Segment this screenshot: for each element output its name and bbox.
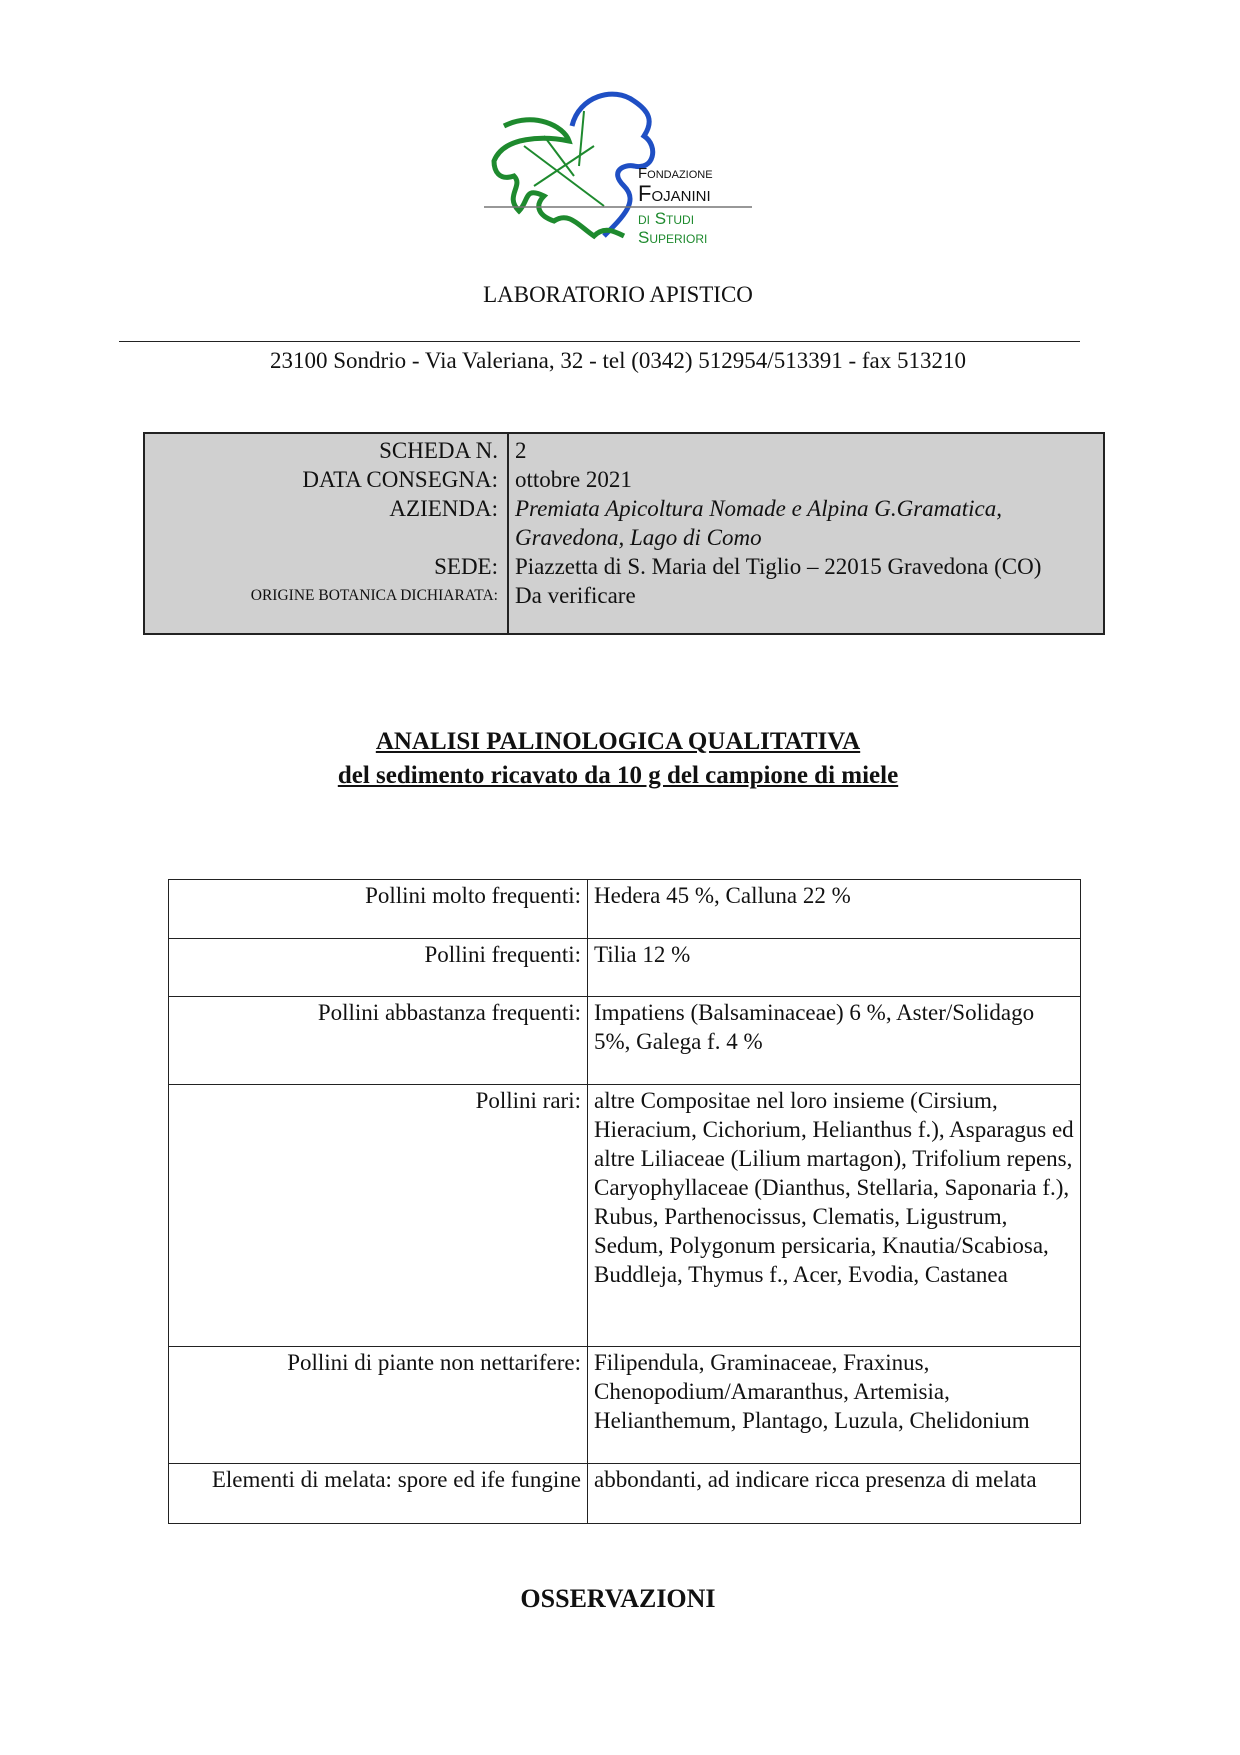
row-label: Pollini rari: xyxy=(169,1085,588,1347)
azienda-label: AZIENDA: xyxy=(389,496,498,521)
pollen-table xyxy=(168,879,1081,1524)
scheda-label: SCHEDA N. xyxy=(379,438,498,463)
sede-label: SEDE: xyxy=(434,554,498,579)
logo-text-studi: di Studi xyxy=(638,209,695,228)
table-row xyxy=(169,1085,1081,1347)
analysis-subtitle: del sedimento ricavato da 10 g del campione di miele xyxy=(337,762,899,789)
sample-info-box xyxy=(143,432,1105,635)
table-row xyxy=(169,997,1081,1085)
table-row xyxy=(169,1347,1081,1464)
row-value: altre Compositae nel loro insieme (Cirsium, Hieracium, Cichorium, Helianthus f.), Asparagus ed altre Liliaceae (Lilium martagon), Trifolium repens, Caryophyllaceae (Dianthus, Stellaria, Saponaria f.), Rubus, Parthenocissus, Clematis, Ligustrum, Sedum, Polygonum persicaria, Knautia/Scabiosa, Buddleja, Thymus f., Acer, Evodia, Castanea xyxy=(588,1085,1081,1347)
lab-name: LABORATORIO APISTICO xyxy=(483,282,753,307)
row-label: Elementi di melata: spore ed ife fungine xyxy=(169,1464,588,1524)
row-label: Pollini di piante non nettarifere: xyxy=(169,1347,588,1464)
table-row xyxy=(169,880,1081,939)
sede-value: Piazzetta di S. Maria del Tiglio – 22015 Gravedona (CO) xyxy=(515,554,1042,579)
observations-title: OSSERVAZIONI xyxy=(520,1584,716,1613)
analysis-title: ANALISI PALINOLOGICA QUALITATIVA xyxy=(375,728,861,755)
azienda-value: Premiata Apicoltura Nomade e Alpina G.Gramatica, xyxy=(515,496,1003,521)
fojanini-logo xyxy=(484,86,756,252)
row-label: Pollini abbastanza frequenti: xyxy=(169,997,588,1085)
scheda-value: 2 xyxy=(515,438,527,463)
row-label: Pollini frequenti: xyxy=(169,939,588,997)
row-value: Tilia 12 % xyxy=(588,939,1081,997)
row-value: Filipendula, Graminaceae, Fraxinus, Chenopodium/Amaranthus, Artemisia, Helianthemum, Plantago, Luzula, Chelidonium xyxy=(588,1347,1081,1464)
table-row xyxy=(169,1464,1081,1524)
logo-text-fondazione: Fondazione xyxy=(638,165,713,182)
info-divider xyxy=(507,434,509,633)
row-value: Impatiens (Balsaminaceae) 6 %, Aster/Solidago 5%, Galega f. 4 % xyxy=(588,997,1081,1085)
row-label: Pollini molto frequenti: xyxy=(169,880,588,939)
origine-label: ORIGINE BOTANICA DICHIARATA: xyxy=(250,587,498,604)
data-label: DATA CONSEGNA: xyxy=(302,467,498,492)
header-divider xyxy=(119,341,1080,342)
data-value: ottobre 2021 xyxy=(515,467,632,492)
origine-value: Da verificare xyxy=(515,583,636,608)
azienda-value-2: Gravedona, Lago di Como xyxy=(515,525,762,550)
logo-text-fojanini: Fojanini xyxy=(638,181,711,206)
lab-address: 23100 Sondrio - Via Valeriana, 32 - tel (0342) 512954/513391 - fax 513210 xyxy=(270,348,966,373)
table-row xyxy=(169,939,1081,997)
row-value: Hedera 45 %, Calluna 22 % xyxy=(588,880,1081,939)
row-value: abbondanti, ad indicare ricca presenza di melata xyxy=(588,1464,1081,1524)
leaf-logo-icon xyxy=(484,86,756,252)
logo-text-superiori: Superiori xyxy=(638,228,708,247)
